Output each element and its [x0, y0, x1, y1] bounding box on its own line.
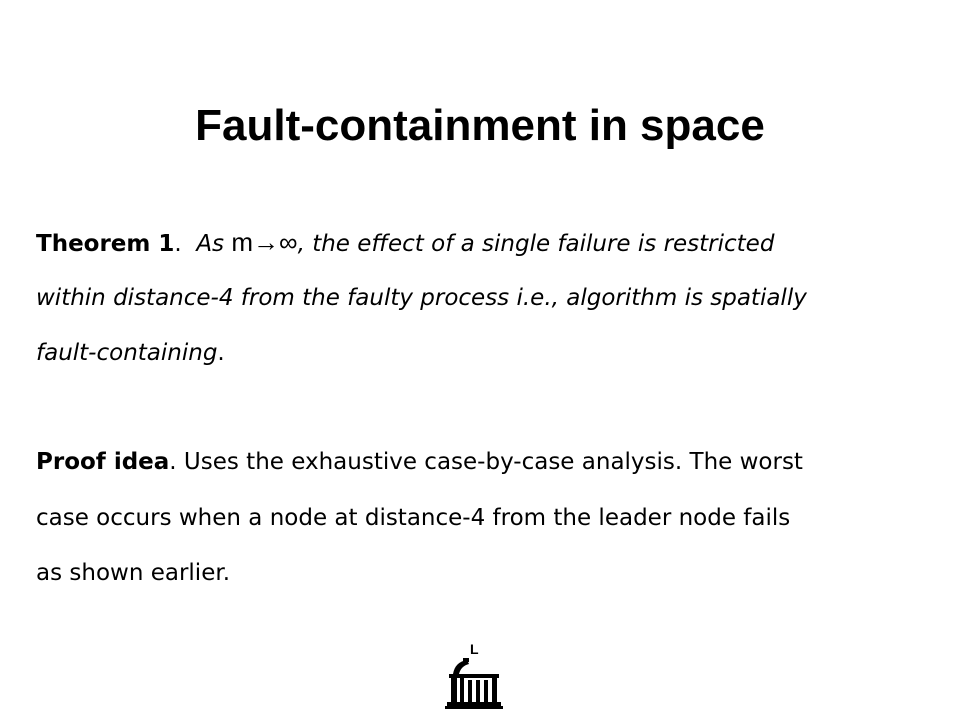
- theorem-punct: .: [174, 231, 182, 257]
- proof-line-2: case occurs when a node at distance-4 from the leader node fails: [36, 505, 791, 531]
- proof-line-1-text: . Uses the exhaustive case-by-case analysis. The worst: [169, 449, 803, 475]
- proof-line-1: [36, 446, 803, 478]
- theorem-line-1: [36, 226, 774, 258]
- theorem-as: As: [196, 231, 225, 257]
- theorem-label: Theorem 1: [36, 231, 175, 257]
- limit-arrow-icon: →∞: [253, 227, 298, 257]
- theorem-line-1-text: , the effect of a single failure is restricted: [297, 231, 775, 257]
- theorem-line-2: within distance-4 from the faulty process i.e., algorithm is spatially: [36, 285, 807, 311]
- slide-title: Fault-containment in space: [195, 101, 765, 150]
- theorem-line-3-text: fault-containing: [36, 340, 218, 366]
- university-logo-icon: [443, 640, 505, 710]
- theorem-limit-variable: m: [231, 227, 254, 257]
- theorem-line-3-end: .: [217, 340, 225, 366]
- theorem-line-3: [36, 337, 225, 369]
- logo-letter: L: [470, 641, 479, 657]
- proof-label: Proof idea: [36, 449, 170, 475]
- proof-line-3: as shown earlier.: [36, 560, 231, 586]
